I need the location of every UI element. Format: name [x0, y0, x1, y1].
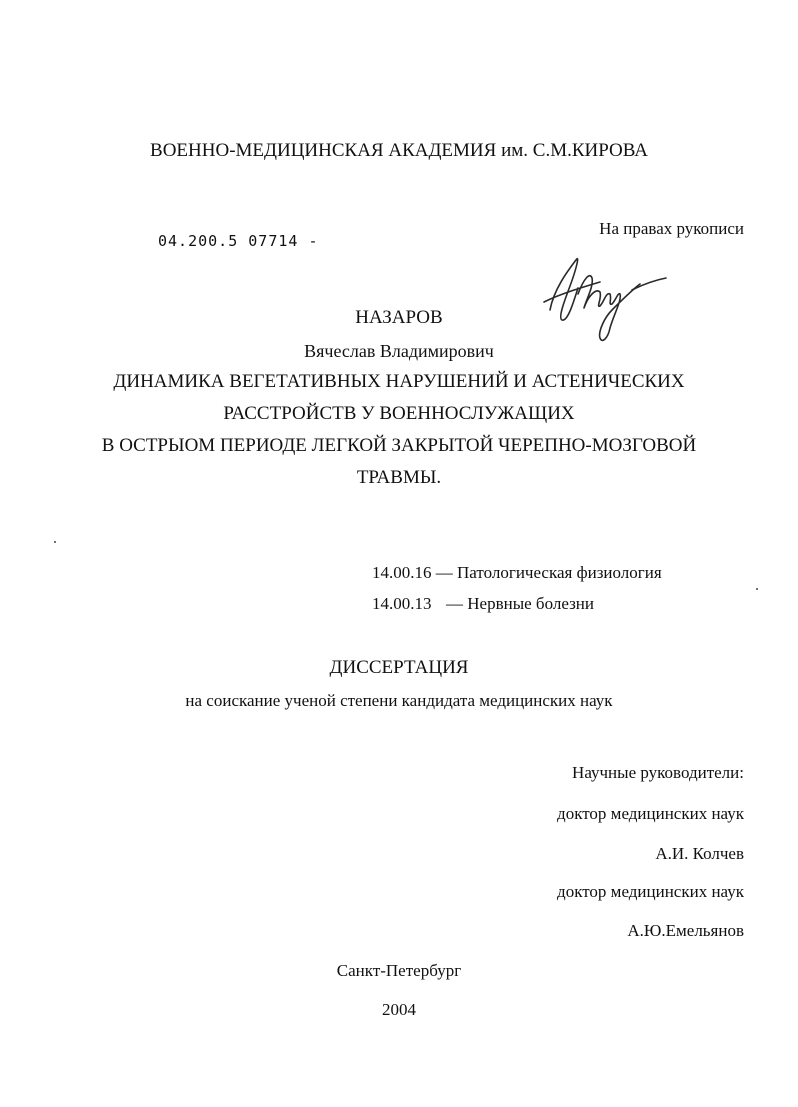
registration-number: 04.200.5 07714 -	[158, 232, 319, 250]
specialty-code: 14.00.13	[372, 594, 432, 613]
specialty-line	[372, 564, 662, 581]
year: 2004	[382, 1000, 416, 1019]
degree-line: на соискание ученой степени кандидата медицинских наук	[185, 691, 613, 710]
supervisor-name: А.И. Колчев	[655, 844, 744, 863]
specialty-line	[372, 595, 594, 612]
title-line: РАССТРОЙСТВ У ВОЕННОСЛУЖАЩИХ	[223, 403, 575, 424]
scan-speck	[756, 588, 758, 590]
work-type: ДИССЕРТАЦИЯ	[329, 657, 469, 678]
supervisors-heading: Научные руководители:	[572, 763, 744, 782]
specialty-name: — Нервные болезни	[446, 594, 594, 613]
author-given-names: Вячеслав Владимирович	[304, 341, 494, 361]
title-line: ТРАВМЫ.	[356, 467, 442, 488]
manuscript-rights-note: На правах рукописи	[599, 219, 744, 238]
supervisor-degree: доктор медицинских наук	[557, 882, 744, 901]
city: Санкт-Петербург	[336, 961, 462, 980]
scan-speck	[54, 541, 56, 543]
supervisor-name: А.Ю.Емельянов	[627, 921, 744, 940]
handwritten-signature-icon	[540, 248, 670, 348]
author-surname: НАЗАРОВ	[355, 307, 443, 328]
title-line: В ОСТРЫОМ ПЕРИОДЕ ЛЕГКОЙ ЗАКРЫТОЙ ЧЕРЕПНО-МОЗГОВОЙ	[101, 435, 697, 456]
institution-name: ВОЕННО-МЕДИЦИНСКАЯ АКАДЕМИЯ им. С.М.КИРОВА	[150, 140, 648, 161]
title-line: ДИНАМИКА ВЕГЕТАТИВНЫХ НАРУШЕНИЙ И АСТЕНИЧЕСКИХ	[113, 371, 685, 392]
specialty-code: 14.00.16	[372, 563, 432, 582]
supervisor-degree: доктор медицинских наук	[557, 804, 744, 823]
specialty-name: — Патологическая физиология	[435, 563, 662, 582]
